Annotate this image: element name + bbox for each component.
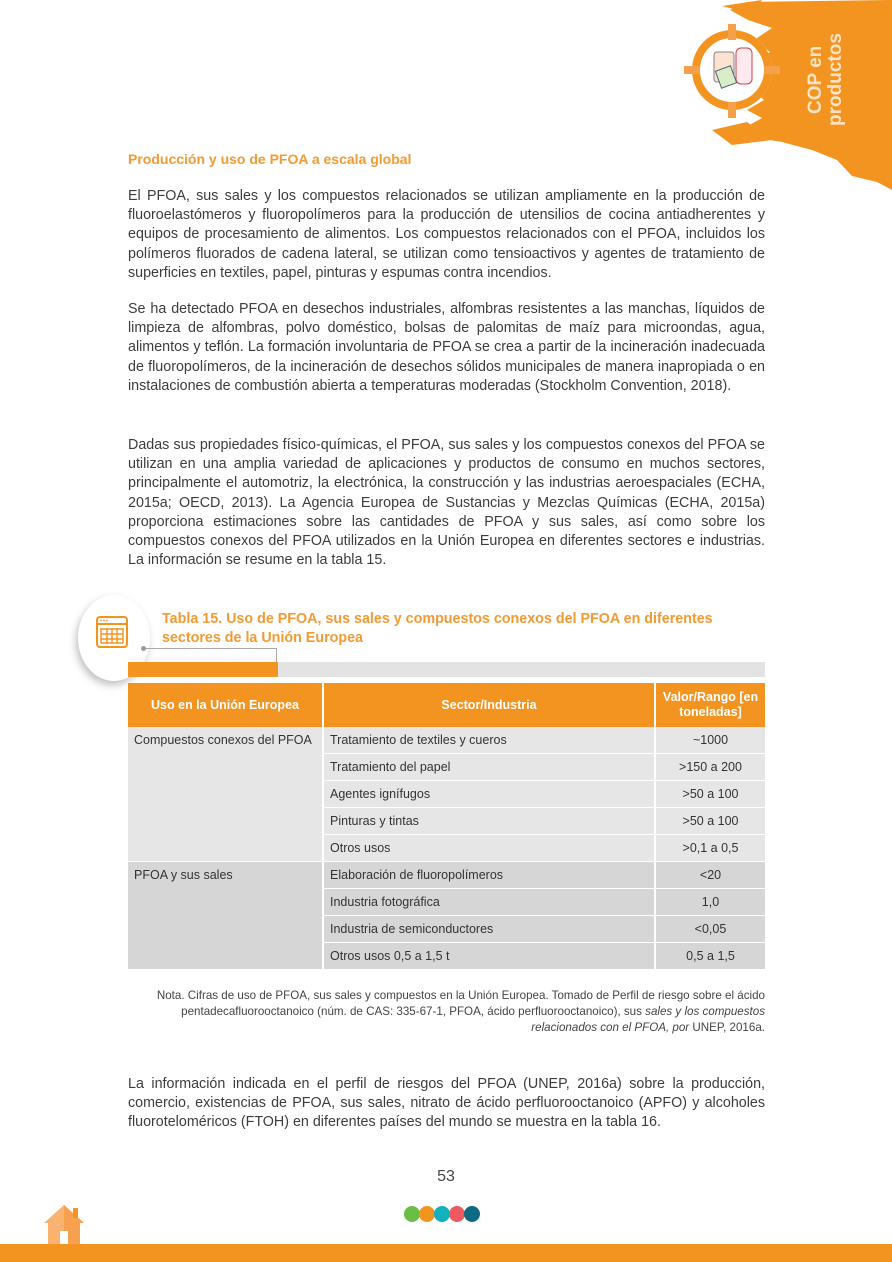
dot-dark-teal [464, 1206, 480, 1222]
value-cell: <0,05 [655, 916, 765, 943]
table-row [128, 862, 765, 889]
value-cell: <20 [655, 862, 765, 889]
note-italic-text: sales y los compuestos relacionados con el PFOA, por [531, 1005, 765, 1034]
column-header-use: Uso en la Unión Europea [128, 683, 323, 727]
value-cell: >50 a 100 [655, 781, 765, 808]
footer-bar [0, 1244, 892, 1262]
sector-cell: Otros usos [323, 835, 655, 862]
color-dots-decoration [404, 1206, 479, 1222]
value-cell: >150 a 200 [655, 754, 765, 781]
table-note [135, 988, 765, 1036]
paragraph-2: Se ha detectado PFOA en desechos industriales, alfombras resistentes a las manchas, líquidos de limpieza de alfombras, polvo doméstico, bolsas de palomitas de maíz para microondas, agua, alimentos y teflón. La formación involuntaria de PFOA se crea a partir de la incineración inadecuada de fluoropolímeros, de la incineración de desechos sólidos municipales de manera inapropiada o en instalaciones de combustión abierta a temperaturas moderadas (Stockholm Convention, 2018). [128, 301, 765, 394]
paragraph-3: Dadas sus propiedades físico-químicas, el PFOA, sus sales y los compuestos conexos del PFOA se utilizan en una amplia variedad de aplicaciones y productos de consumo en muchos sectores, principalmente el automotriz, la electrónica, la construcción y las industrias aeroespaciales (ECHA, 2015a; OECD, 2013). La Agencia Europea de Sustancias y Mezclas Químicas (ECHA, 2015a) proporciona estimaciones sobre las cantidades de PFOA y sus sales, así como sobre los compuestos conexos del PFOA utilizados en la Unión Europea en diferentes sectores e industrias. La información se resume en la tabla 15. [128, 437, 765, 569]
dot-green [404, 1206, 420, 1222]
sector-cell: Otros usos 0,5 a 1,5 t [323, 943, 655, 970]
connector-dot [141, 646, 146, 651]
sector-cell: Elaboración de fluoropolímeros [323, 862, 655, 889]
column-header-value-text: Valor/Rango [en toneladas] [662, 690, 759, 719]
column-header-value [655, 683, 765, 727]
note-text: Nota. Cifras de uso de PFOA, sus sales y compuestos en la Unión Europea. Tomado de Perfil de riesgo sobre el ácido pentadecafluorooctanoico (núm. de CAS: 335-67-1, PFOA, ácido perfluorooctanoico), sus [156, 989, 765, 1018]
group-cell-use: Compuestos conexos del PFOA [128, 727, 323, 862]
note-source: UNEP, 2016a. [689, 1021, 765, 1034]
sector-cell: Tratamiento de textiles y cueros [323, 727, 655, 754]
target-products-icon [684, 24, 780, 120]
table-header-row [128, 683, 765, 727]
home-icon[interactable] [40, 1205, 88, 1245]
sector-cell: Industria fotográfica [323, 889, 655, 916]
table-title: Tabla 15. Uso de PFOA, sus sales y compuestos conexos del PFOA en diferentes sectores de la Unión Europea [162, 611, 713, 646]
column-header-sector: Sector/Industria [323, 683, 655, 727]
section-side-label: COP en productos [805, 33, 846, 127]
value-cell: 0,5 a 1,5 [655, 943, 765, 970]
paragraph-1: El PFOA, sus sales y los compuestos relacionados se utilizan ampliamente en la producción de fluoroelastómeros y fluoropolímeros para la producción de utensilios de cocina antiadherentes y equipos de procesamiento de alimentos. Los compuestos relacionados con el PFOA, incluidos los polímeros fluorados de cadena lateral, se utilizan como tensioactivos y agentes de tratamiento de superficies en textiles, papel, pinturas y espumas contra incendios. [128, 188, 765, 281]
sector-cell: Pinturas y tintas [323, 808, 655, 835]
dot-orange [419, 1206, 435, 1222]
sector-cell: Tratamiento del papel [323, 754, 655, 781]
value-cell: >0,1 a 0,5 [655, 835, 765, 862]
table-row [128, 727, 765, 754]
table-icon [96, 616, 128, 648]
pfoa-usage-table [128, 683, 765, 970]
paragraph-4: La información indicada en el perfil de riesgos del PFOA (UNEP, 2016a) sobre la producción, comercio, existencias de PFOA, sus sales, nitrato de ácido perfluorooctanoico (APFO) y alcoholes fluorotelоméricos (FTOH) en diferentes países del mundo se muestra en la tabla 16. [128, 1076, 765, 1131]
table-title-bar-accent [128, 662, 278, 677]
dot-teal [434, 1206, 450, 1222]
value-cell: ~1000 [655, 727, 765, 754]
value-cell: >50 a 100 [655, 808, 765, 835]
value-cell: 1,0 [655, 889, 765, 916]
section-heading: Producción y uso de PFOA a escala global [128, 151, 412, 167]
page-number: 53 [437, 1168, 455, 1185]
group-cell-use: PFOA y sus sales [128, 862, 323, 970]
sector-cell: Industria de semiconductores [323, 916, 655, 943]
sector-cell: Agentes ignífugos [323, 781, 655, 808]
title-connector-line [144, 648, 277, 663]
dot-red [449, 1206, 465, 1222]
